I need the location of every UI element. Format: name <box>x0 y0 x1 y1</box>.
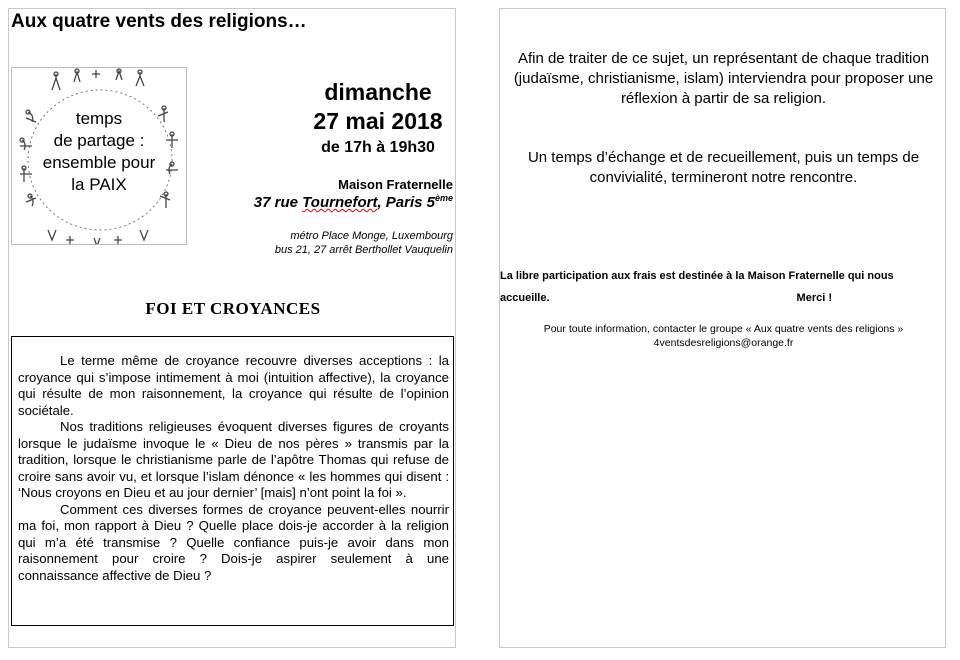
contact-email[interactable]: 4ventsdesreligions@orange.fr <box>653 337 794 349</box>
logo-line: de partage : <box>53 131 145 150</box>
section-heading: FOI ET CROYANCES <box>145 299 321 318</box>
address-street: Tournefort <box>302 194 378 211</box>
right-page <box>499 8 946 648</box>
participation-line: accueille. <box>500 292 550 304</box>
program-paragraph: Un temps d’échange et de recueillement, puis un temps de convivialité, termineront notre rencontre. <box>527 149 920 186</box>
venue-address <box>254 193 453 211</box>
logo-text <box>12 108 186 196</box>
body-paragraph: Comment ces diverses formes de croyance peuvent-elles nourrir ma foi, mon rapport à Dieu ? Quelle place dois-je accorder à la religion qui m’a été transmise ? Quelle confiance puis-je avoir dans mon raisonnement pour croire ? Dois-je aspirer seulement à une connaissance affective de Dieu ? <box>18 501 449 583</box>
merci-text: Merci ! <box>796 292 833 304</box>
logo-line: la PAIX <box>71 175 127 194</box>
intro-paragraph: Afin de traiter de ce sujet, un représentant de chaque tradition (judaïsme, christianisme, islam) interviendra pour proposer une réflexion à partir de sa religion. <box>513 50 934 107</box>
header-title: Aux quatre vents des religions… <box>11 11 307 32</box>
event-day: dimanche <box>324 79 432 105</box>
logo-illustration <box>11 67 187 245</box>
participation-note <box>500 265 943 309</box>
body-paragraph: Nos traditions religieuses évoquent diverses figures de croyants lorsque le judaïsme invoque le « Dieu de nos pères » transmis par la tradition, lorsque le christianisme parle de l’apôtre Thomas qui refuse de croire sans avoir vu, et lorsque l’islam dénonce « les hommes qui disent : ‘Nous croyons en Dieu et au jour dernier’ [mais] n’ont point la foi ». <box>18 419 449 500</box>
bus-info: bus 21, 27 arrêt Berthollet Vauquelin <box>274 244 453 256</box>
venue-name: Maison Fraternelle <box>338 177 453 192</box>
address-sup: ème <box>434 193 453 203</box>
left-page <box>8 8 456 648</box>
address-city: , Paris 5 <box>377 194 435 211</box>
event-time: de 17h à 19h30 <box>321 139 435 156</box>
contact-info <box>500 322 947 350</box>
body-paragraph: Le terme même de croyance recouvre diverses acceptions : la croyance qui s’impose intimement à moi (intuition affective), la croyance qui résulte de mon raisonnement, la croyance qui résulte de l’opinion sociétale. <box>18 353 449 418</box>
metro-info: métro Place Monge, Luxembourg <box>290 230 453 242</box>
transport-info <box>275 229 453 257</box>
body-text-box <box>11 336 454 626</box>
logo-line: temps <box>75 109 123 128</box>
participation-line: La libre participation aux frais est destinée à la Maison Fraternelle qui nous <box>500 270 894 282</box>
address-number: 37 rue <box>253 194 303 211</box>
event-date: 27 mai 2018 <box>313 108 443 134</box>
event-datetime <box>253 79 453 157</box>
contact-line: Pour toute information, contacter le groupe « Aux quatre vents des religions » <box>543 323 904 335</box>
logo-line: ensemble pour <box>42 153 156 172</box>
